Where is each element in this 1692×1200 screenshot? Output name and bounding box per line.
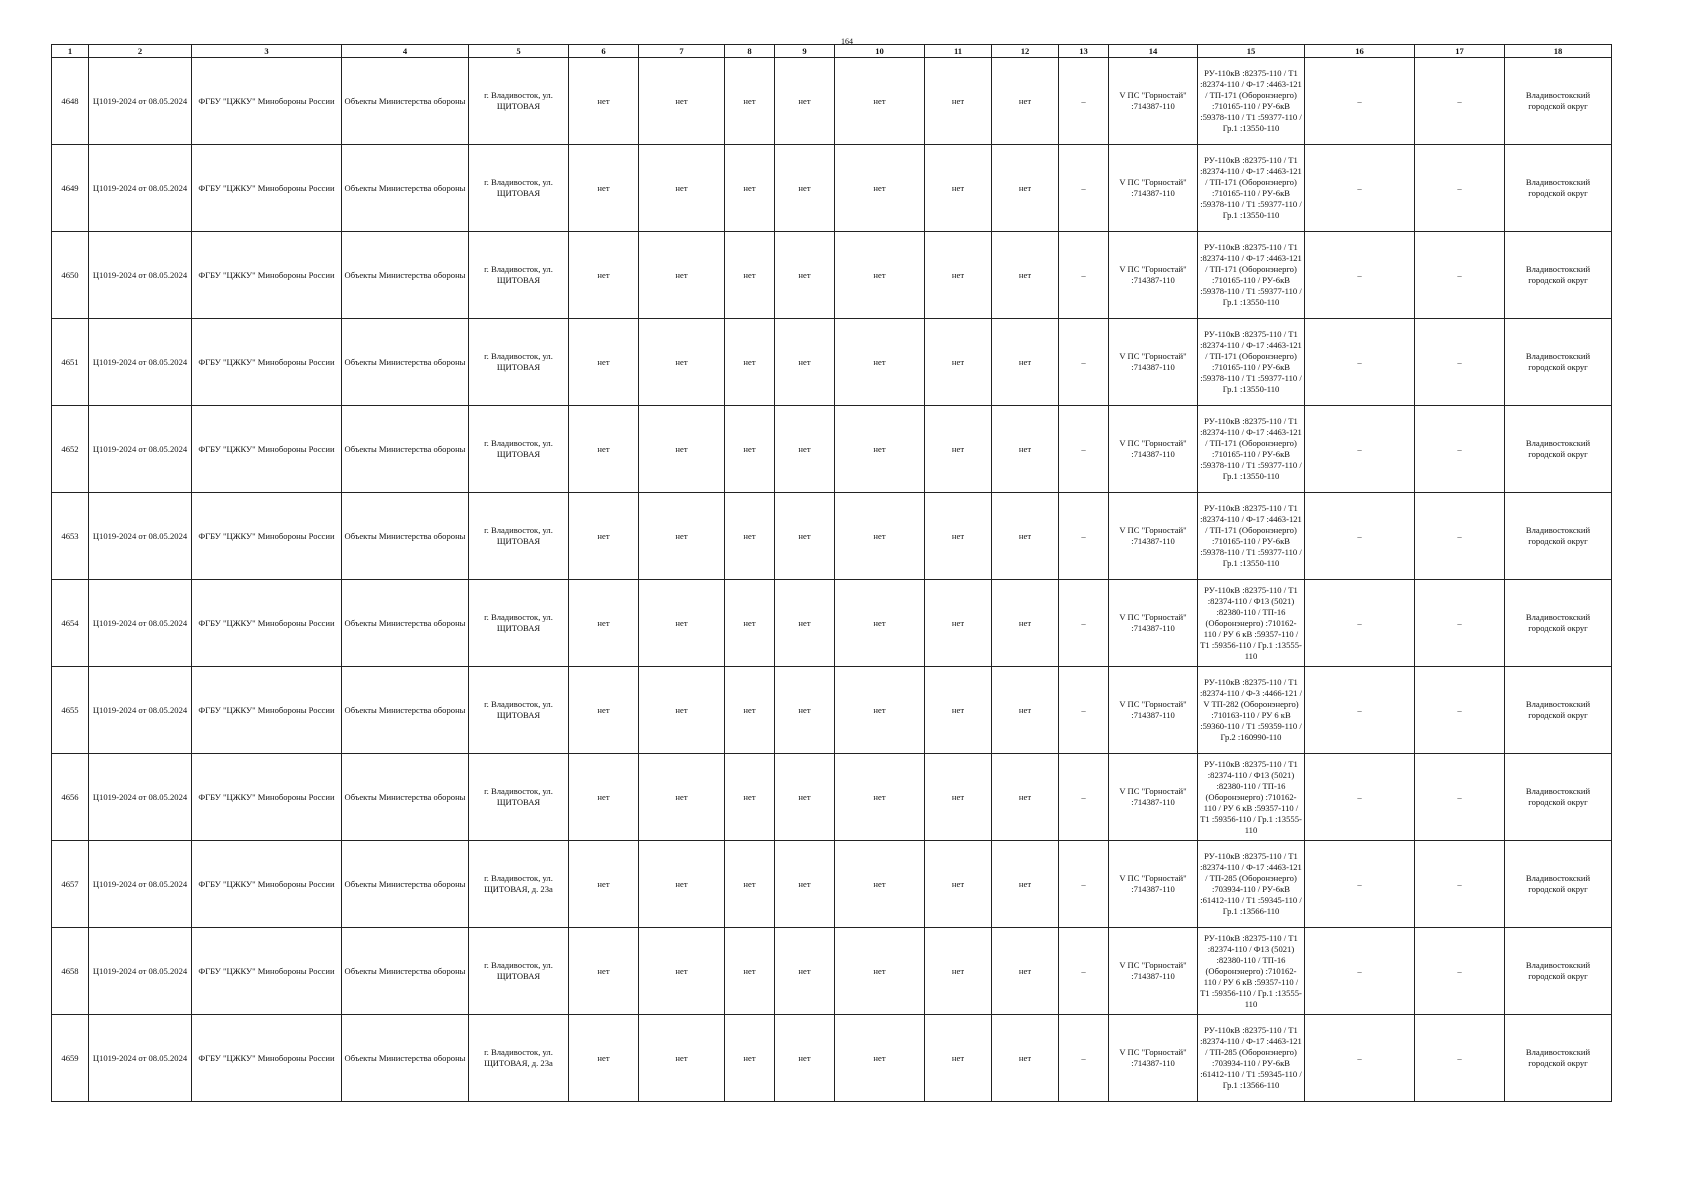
address-cell: г. Владивосток, ул. ЩИТОВАЯ bbox=[469, 58, 569, 145]
col11-cell: нет bbox=[925, 754, 992, 841]
address-cell: г. Владивосток, ул. ЩИТОВАЯ bbox=[469, 928, 569, 1015]
document-cell: Ц1019-2024 от 08.05.2024 bbox=[89, 667, 192, 754]
col16-cell: – bbox=[1305, 145, 1415, 232]
organization-cell: ФГБУ "ЦЖКУ" Минобороны России bbox=[192, 493, 342, 580]
col7-cell: нет bbox=[639, 58, 725, 145]
district-cell: Владивостокский городской округ bbox=[1505, 841, 1612, 928]
col9-cell: нет bbox=[775, 580, 835, 667]
address-cell: г. Владивосток, ул. ЩИТОВАЯ bbox=[469, 493, 569, 580]
substation-cell: V ПС "Горностай" :714387-110 bbox=[1109, 667, 1198, 754]
col12-cell: нет bbox=[992, 145, 1059, 232]
col17-cell: – bbox=[1415, 232, 1505, 319]
col11-cell: нет bbox=[925, 1015, 992, 1102]
document-cell: Ц1019-2024 от 08.05.2024 bbox=[89, 928, 192, 1015]
supply-route-cell: РУ-110кВ :82375-110 / Т1 :82374-110 / Ф13 (5021) :82380-110 / ТП-16 (Оборонэнерго) :710162-110 / РУ 6 кВ :59357-110 / Т1 :59356-110 / Гр.1 :13555-110 bbox=[1198, 928, 1305, 1015]
supply-route-cell: РУ-110кВ :82375-110 / Т1 :82374-110 / Ф-3 :4466-121 / V ТП-282 (Оборонэнерго) :710163-110 / РУ 6 кВ :59360-110 / Т1 :59359-110 / Гр.2 :160990-110 bbox=[1198, 667, 1305, 754]
supply-route-cell: РУ-110кВ :82375-110 / Т1 :82374-110 / Ф-17 :4463-121 / ТП-171 (Оборонэнерго) :710165-110 / РУ-6кВ :59378-110 / Т1 :59377-110 / Гр.1 :13550-110 bbox=[1198, 319, 1305, 406]
col16-cell: – bbox=[1305, 58, 1415, 145]
col13-cell: – bbox=[1059, 1015, 1109, 1102]
district-cell: Владивостокский городской округ bbox=[1505, 493, 1612, 580]
col10-cell: нет bbox=[835, 928, 925, 1015]
col-num-15: 15 bbox=[1198, 45, 1305, 58]
col8-cell: нет bbox=[725, 58, 775, 145]
col16-cell: – bbox=[1305, 841, 1415, 928]
col6-cell: нет bbox=[569, 319, 639, 406]
col8-cell: нет bbox=[725, 406, 775, 493]
row-number-cell: 4650 bbox=[52, 232, 89, 319]
col13-cell: – bbox=[1059, 58, 1109, 145]
organization-cell: ФГБУ "ЦЖКУ" Минобороны России bbox=[192, 928, 342, 1015]
col6-cell: нет bbox=[569, 232, 639, 319]
col11-cell: нет bbox=[925, 232, 992, 319]
col-num-6: 6 bbox=[569, 45, 639, 58]
table-row bbox=[52, 232, 1612, 319]
col7-cell: нет bbox=[639, 928, 725, 1015]
col-num-7: 7 bbox=[639, 45, 725, 58]
substation-cell: V ПС "Горностай" :714387-110 bbox=[1109, 928, 1198, 1015]
substation-cell: V ПС "Горностай" :714387-110 bbox=[1109, 580, 1198, 667]
document-cell: Ц1019-2024 от 08.05.2024 bbox=[89, 1015, 192, 1102]
district-cell: Владивостокский городской округ bbox=[1505, 667, 1612, 754]
col6-cell: нет bbox=[569, 1015, 639, 1102]
row-number-cell: 4659 bbox=[52, 1015, 89, 1102]
table-row bbox=[52, 406, 1612, 493]
col10-cell: нет bbox=[835, 493, 925, 580]
document-cell: Ц1019-2024 от 08.05.2024 bbox=[89, 145, 192, 232]
object-cell: Объекты Министерства обороны bbox=[342, 319, 469, 406]
supply-route-cell: РУ-110кВ :82375-110 / Т1 :82374-110 / Ф-17 :4463-121 / ТП-171 (Оборонэнерго) :710165-110 / РУ-6кВ :59378-110 / Т1 :59377-110 / Гр.1 :13550-110 bbox=[1198, 145, 1305, 232]
row-number-cell: 4656 bbox=[52, 754, 89, 841]
col-num-13: 13 bbox=[1059, 45, 1109, 58]
row-number-cell: 4653 bbox=[52, 493, 89, 580]
page-number: 164 bbox=[841, 37, 853, 46]
col12-cell: нет bbox=[992, 493, 1059, 580]
col7-cell: нет bbox=[639, 406, 725, 493]
col13-cell: – bbox=[1059, 319, 1109, 406]
col6-cell: нет bbox=[569, 667, 639, 754]
address-cell: г. Владивосток, ул. ЩИТОВАЯ, д. 23а bbox=[469, 841, 569, 928]
col12-cell: нет bbox=[992, 232, 1059, 319]
col13-cell: – bbox=[1059, 406, 1109, 493]
col16-cell: – bbox=[1305, 493, 1415, 580]
table-row bbox=[52, 145, 1612, 232]
table-row bbox=[52, 928, 1612, 1015]
col12-cell: нет bbox=[992, 406, 1059, 493]
register-table bbox=[51, 44, 1612, 1102]
organization-cell: ФГБУ "ЦЖКУ" Минобороны России bbox=[192, 754, 342, 841]
col8-cell: нет bbox=[725, 928, 775, 1015]
col11-cell: нет bbox=[925, 841, 992, 928]
col9-cell: нет bbox=[775, 667, 835, 754]
row-number-cell: 4654 bbox=[52, 580, 89, 667]
col-num-3: 3 bbox=[192, 45, 342, 58]
row-number-cell: 4652 bbox=[52, 406, 89, 493]
object-cell: Объекты Министерства обороны bbox=[342, 406, 469, 493]
col6-cell: нет bbox=[569, 754, 639, 841]
col9-cell: нет bbox=[775, 58, 835, 145]
object-cell: Объекты Министерства обороны bbox=[342, 145, 469, 232]
table-row bbox=[52, 754, 1612, 841]
col6-cell: нет bbox=[569, 58, 639, 145]
col8-cell: нет bbox=[725, 667, 775, 754]
organization-cell: ФГБУ "ЦЖКУ" Минобороны России bbox=[192, 232, 342, 319]
col17-cell: – bbox=[1415, 1015, 1505, 1102]
object-cell: Объекты Министерства обороны bbox=[342, 754, 469, 841]
supply-route-cell: РУ-110кВ :82375-110 / Т1 :82374-110 / Ф-17 :4463-121 / ТП-171 (Оборонэнерго) :710165-110 / РУ-6кВ :59378-110 / Т1 :59377-110 / Гр.1 :13550-110 bbox=[1198, 58, 1305, 145]
col16-cell: – bbox=[1305, 580, 1415, 667]
table-row bbox=[52, 493, 1612, 580]
col11-cell: нет bbox=[925, 319, 992, 406]
substation-cell: V ПС "Горностай" :714387-110 bbox=[1109, 145, 1198, 232]
organization-cell: ФГБУ "ЦЖКУ" Минобороны России bbox=[192, 580, 342, 667]
col10-cell: нет bbox=[835, 232, 925, 319]
col11-cell: нет bbox=[925, 493, 992, 580]
document-cell: Ц1019-2024 от 08.05.2024 bbox=[89, 493, 192, 580]
col9-cell: нет bbox=[775, 232, 835, 319]
supply-route-cell: РУ-110кВ :82375-110 / Т1 :82374-110 / Ф-17 :4463-121 / ТП-285 (Оборонэнерго) :703934-110 / РУ-6кВ :61412-110 / Т1 :59345-110 / Гр.1 :13566-110 bbox=[1198, 1015, 1305, 1102]
district-cell: Владивостокский городской округ bbox=[1505, 406, 1612, 493]
col9-cell: нет bbox=[775, 493, 835, 580]
col10-cell: нет bbox=[835, 406, 925, 493]
col12-cell: нет bbox=[992, 667, 1059, 754]
col12-cell: нет bbox=[992, 928, 1059, 1015]
col16-cell: – bbox=[1305, 232, 1415, 319]
col11-cell: нет bbox=[925, 580, 992, 667]
col16-cell: – bbox=[1305, 406, 1415, 493]
col17-cell: – bbox=[1415, 667, 1505, 754]
col10-cell: нет bbox=[835, 580, 925, 667]
col8-cell: нет bbox=[725, 145, 775, 232]
col16-cell: – bbox=[1305, 754, 1415, 841]
supply-route-cell: РУ-110кВ :82375-110 / Т1 :82374-110 / Ф-17 :4463-121 / ТП-171 (Оборонэнерго) :710165-110 / РУ-6кВ :59378-110 / Т1 :59377-110 / Гр.1 :13550-110 bbox=[1198, 406, 1305, 493]
col9-cell: нет bbox=[775, 841, 835, 928]
col6-cell: нет bbox=[569, 841, 639, 928]
col13-cell: – bbox=[1059, 145, 1109, 232]
document-cell: Ц1019-2024 от 08.05.2024 bbox=[89, 841, 192, 928]
address-cell: г. Владивосток, ул. ЩИТОВАЯ, д. 23а bbox=[469, 1015, 569, 1102]
district-cell: Владивостокский городской округ bbox=[1505, 232, 1612, 319]
col10-cell: нет bbox=[835, 58, 925, 145]
table-row bbox=[52, 1015, 1612, 1102]
row-number-cell: 4648 bbox=[52, 58, 89, 145]
table-body bbox=[52, 58, 1612, 1102]
substation-cell: V ПС "Горностай" :714387-110 bbox=[1109, 319, 1198, 406]
col13-cell: – bbox=[1059, 580, 1109, 667]
document-cell: Ц1019-2024 от 08.05.2024 bbox=[89, 232, 192, 319]
col7-cell: нет bbox=[639, 145, 725, 232]
document-cell: Ц1019-2024 от 08.05.2024 bbox=[89, 58, 192, 145]
address-cell: г. Владивосток, ул. ЩИТОВАЯ bbox=[469, 667, 569, 754]
col8-cell: нет bbox=[725, 493, 775, 580]
address-cell: г. Владивосток, ул. ЩИТОВАЯ bbox=[469, 319, 569, 406]
address-cell: г. Владивосток, ул. ЩИТОВАЯ bbox=[469, 580, 569, 667]
col13-cell: – bbox=[1059, 493, 1109, 580]
organization-cell: ФГБУ "ЦЖКУ" Минобороны России bbox=[192, 667, 342, 754]
substation-cell: V ПС "Горностай" :714387-110 bbox=[1109, 841, 1198, 928]
col12-cell: нет bbox=[992, 841, 1059, 928]
row-number-cell: 4658 bbox=[52, 928, 89, 1015]
table-row bbox=[52, 319, 1612, 406]
col6-cell: нет bbox=[569, 406, 639, 493]
row-number-cell: 4651 bbox=[52, 319, 89, 406]
organization-cell: ФГБУ "ЦЖКУ" Минобороны России bbox=[192, 58, 342, 145]
col17-cell: – bbox=[1415, 58, 1505, 145]
address-cell: г. Владивосток, ул. ЩИТОВАЯ bbox=[469, 145, 569, 232]
substation-cell: V ПС "Горностай" :714387-110 bbox=[1109, 232, 1198, 319]
col6-cell: нет bbox=[569, 145, 639, 232]
col10-cell: нет bbox=[835, 841, 925, 928]
substation-cell: V ПС "Горностай" :714387-110 bbox=[1109, 58, 1198, 145]
col17-cell: – bbox=[1415, 493, 1505, 580]
col6-cell: нет bbox=[569, 493, 639, 580]
district-cell: Владивостокский городской округ bbox=[1505, 145, 1612, 232]
col8-cell: нет bbox=[725, 580, 775, 667]
col17-cell: – bbox=[1415, 145, 1505, 232]
col-num-8: 8 bbox=[725, 45, 775, 58]
col9-cell: нет bbox=[775, 145, 835, 232]
col11-cell: нет bbox=[925, 928, 992, 1015]
object-cell: Объекты Министерства обороны bbox=[342, 841, 469, 928]
col10-cell: нет bbox=[835, 145, 925, 232]
district-cell: Владивостокский городской округ bbox=[1505, 1015, 1612, 1102]
col16-cell: – bbox=[1305, 928, 1415, 1015]
col17-cell: – bbox=[1415, 928, 1505, 1015]
col13-cell: – bbox=[1059, 232, 1109, 319]
col13-cell: – bbox=[1059, 841, 1109, 928]
col-num-11: 11 bbox=[925, 45, 992, 58]
col7-cell: нет bbox=[639, 667, 725, 754]
substation-cell: V ПС "Горностай" :714387-110 bbox=[1109, 1015, 1198, 1102]
col-num-17: 17 bbox=[1415, 45, 1505, 58]
col10-cell: нет bbox=[835, 667, 925, 754]
col7-cell: нет bbox=[639, 493, 725, 580]
address-cell: г. Владивосток, ул. ЩИТОВАЯ bbox=[469, 406, 569, 493]
district-cell: Владивостокский городской округ bbox=[1505, 928, 1612, 1015]
col17-cell: – bbox=[1415, 754, 1505, 841]
row-number-cell: 4657 bbox=[52, 841, 89, 928]
object-cell: Объекты Министерства обороны bbox=[342, 58, 469, 145]
address-cell: г. Владивосток, ул. ЩИТОВАЯ bbox=[469, 754, 569, 841]
document-cell: Ц1019-2024 от 08.05.2024 bbox=[89, 754, 192, 841]
col16-cell: – bbox=[1305, 319, 1415, 406]
table-row bbox=[52, 667, 1612, 754]
col8-cell: нет bbox=[725, 841, 775, 928]
col-num-18: 18 bbox=[1505, 45, 1612, 58]
col17-cell: – bbox=[1415, 319, 1505, 406]
col9-cell: нет bbox=[775, 319, 835, 406]
col7-cell: нет bbox=[639, 319, 725, 406]
col11-cell: нет bbox=[925, 667, 992, 754]
substation-cell: V ПС "Горностай" :714387-110 bbox=[1109, 406, 1198, 493]
col8-cell: нет bbox=[725, 754, 775, 841]
col7-cell: нет bbox=[639, 1015, 725, 1102]
district-cell: Владивостокский городской округ bbox=[1505, 580, 1612, 667]
document-cell: Ц1019-2024 от 08.05.2024 bbox=[89, 319, 192, 406]
object-cell: Объекты Министерства обороны bbox=[342, 928, 469, 1015]
col-num-14: 14 bbox=[1109, 45, 1198, 58]
supply-route-cell: РУ-110кВ :82375-110 / Т1 :82374-110 / Ф13 (5021) :82380-110 / ТП-16 (Оборонэнерго) :710162-110 / РУ 6 кВ :59357-110 / Т1 :59356-110 / Гр.1 :13555-110 bbox=[1198, 754, 1305, 841]
col13-cell: – bbox=[1059, 754, 1109, 841]
col12-cell: нет bbox=[992, 58, 1059, 145]
col7-cell: нет bbox=[639, 580, 725, 667]
supply-route-cell: РУ-110кВ :82375-110 / Т1 :82374-110 / Ф-17 :4463-121 / ТП-285 (Оборонэнерго) :703934-110 / РУ-6кВ :61412-110 / Т1 :59345-110 / Гр.1 :13566-110 bbox=[1198, 841, 1305, 928]
col6-cell: нет bbox=[569, 928, 639, 1015]
col7-cell: нет bbox=[639, 841, 725, 928]
col9-cell: нет bbox=[775, 1015, 835, 1102]
address-cell: г. Владивосток, ул. ЩИТОВАЯ bbox=[469, 232, 569, 319]
col-num-4: 4 bbox=[342, 45, 469, 58]
table-row bbox=[52, 58, 1612, 145]
column-number-row bbox=[52, 45, 1612, 58]
col8-cell: нет bbox=[725, 319, 775, 406]
col11-cell: нет bbox=[925, 58, 992, 145]
organization-cell: ФГБУ "ЦЖКУ" Минобороны России bbox=[192, 1015, 342, 1102]
col13-cell: – bbox=[1059, 928, 1109, 1015]
col-num-12: 12 bbox=[992, 45, 1059, 58]
table-row bbox=[52, 580, 1612, 667]
supply-route-cell: РУ-110кВ :82375-110 / Т1 :82374-110 / Ф-17 :4463-121 / ТП-171 (Оборонэнерго) :710165-110 / РУ-6кВ :59378-110 / Т1 :59377-110 / Гр.1 :13550-110 bbox=[1198, 493, 1305, 580]
organization-cell: ФГБУ "ЦЖКУ" Минобороны России bbox=[192, 319, 342, 406]
col-num-10: 10 bbox=[835, 45, 925, 58]
object-cell: Объекты Министерства обороны bbox=[342, 493, 469, 580]
col-num-9: 9 bbox=[775, 45, 835, 58]
col13-cell: – bbox=[1059, 667, 1109, 754]
substation-cell: V ПС "Горностай" :714387-110 bbox=[1109, 493, 1198, 580]
col-num-5: 5 bbox=[469, 45, 569, 58]
col16-cell: – bbox=[1305, 1015, 1415, 1102]
organization-cell: ФГБУ "ЦЖКУ" Минобороны России bbox=[192, 145, 342, 232]
col6-cell: нет bbox=[569, 580, 639, 667]
col-num-1: 1 bbox=[52, 45, 89, 58]
col9-cell: нет bbox=[775, 406, 835, 493]
col9-cell: нет bbox=[775, 928, 835, 1015]
document-cell: Ц1019-2024 от 08.05.2024 bbox=[89, 580, 192, 667]
col16-cell: – bbox=[1305, 667, 1415, 754]
object-cell: Объекты Министерства обороны bbox=[342, 580, 469, 667]
document-cell: Ц1019-2024 от 08.05.2024 bbox=[89, 406, 192, 493]
col10-cell: нет bbox=[835, 1015, 925, 1102]
col12-cell: нет bbox=[992, 580, 1059, 667]
row-number-cell: 4649 bbox=[52, 145, 89, 232]
col17-cell: – bbox=[1415, 841, 1505, 928]
col11-cell: нет bbox=[925, 406, 992, 493]
col8-cell: нет bbox=[725, 1015, 775, 1102]
organization-cell: ФГБУ "ЦЖКУ" Минобороны России bbox=[192, 841, 342, 928]
district-cell: Владивостокский городской округ bbox=[1505, 58, 1612, 145]
object-cell: Объекты Министерства обороны bbox=[342, 1015, 469, 1102]
object-cell: Объекты Министерства обороны bbox=[342, 667, 469, 754]
col7-cell: нет bbox=[639, 754, 725, 841]
supply-route-cell: РУ-110кВ :82375-110 / Т1 :82374-110 / Ф-17 :4463-121 / ТП-171 (Оборонэнерго) :710165-110 / РУ-6кВ :59378-110 / Т1 :59377-110 / Гр.1 :13550-110 bbox=[1198, 232, 1305, 319]
col9-cell: нет bbox=[775, 754, 835, 841]
col12-cell: нет bbox=[992, 754, 1059, 841]
col8-cell: нет bbox=[725, 232, 775, 319]
col17-cell: – bbox=[1415, 580, 1505, 667]
supply-route-cell: РУ-110кВ :82375-110 / Т1 :82374-110 / Ф13 (5021) :82380-110 / ТП-16 (Оборонэнерго) :710162-110 / РУ 6 кВ :59357-110 / Т1 :59356-110 / Гр.1 :13555-110 bbox=[1198, 580, 1305, 667]
col11-cell: нет bbox=[925, 145, 992, 232]
district-cell: Владивостокский городской округ bbox=[1505, 754, 1612, 841]
col10-cell: нет bbox=[835, 319, 925, 406]
object-cell: Объекты Министерства обороны bbox=[342, 232, 469, 319]
col12-cell: нет bbox=[992, 319, 1059, 406]
col12-cell: нет bbox=[992, 1015, 1059, 1102]
col17-cell: – bbox=[1415, 406, 1505, 493]
col-num-2: 2 bbox=[89, 45, 192, 58]
district-cell: Владивостокский городской округ bbox=[1505, 319, 1612, 406]
organization-cell: ФГБУ "ЦЖКУ" Минобороны России bbox=[192, 406, 342, 493]
table-row bbox=[52, 841, 1612, 928]
col10-cell: нет bbox=[835, 754, 925, 841]
col-num-16: 16 bbox=[1305, 45, 1415, 58]
col7-cell: нет bbox=[639, 232, 725, 319]
substation-cell: V ПС "Горностай" :714387-110 bbox=[1109, 754, 1198, 841]
row-number-cell: 4655 bbox=[52, 667, 89, 754]
